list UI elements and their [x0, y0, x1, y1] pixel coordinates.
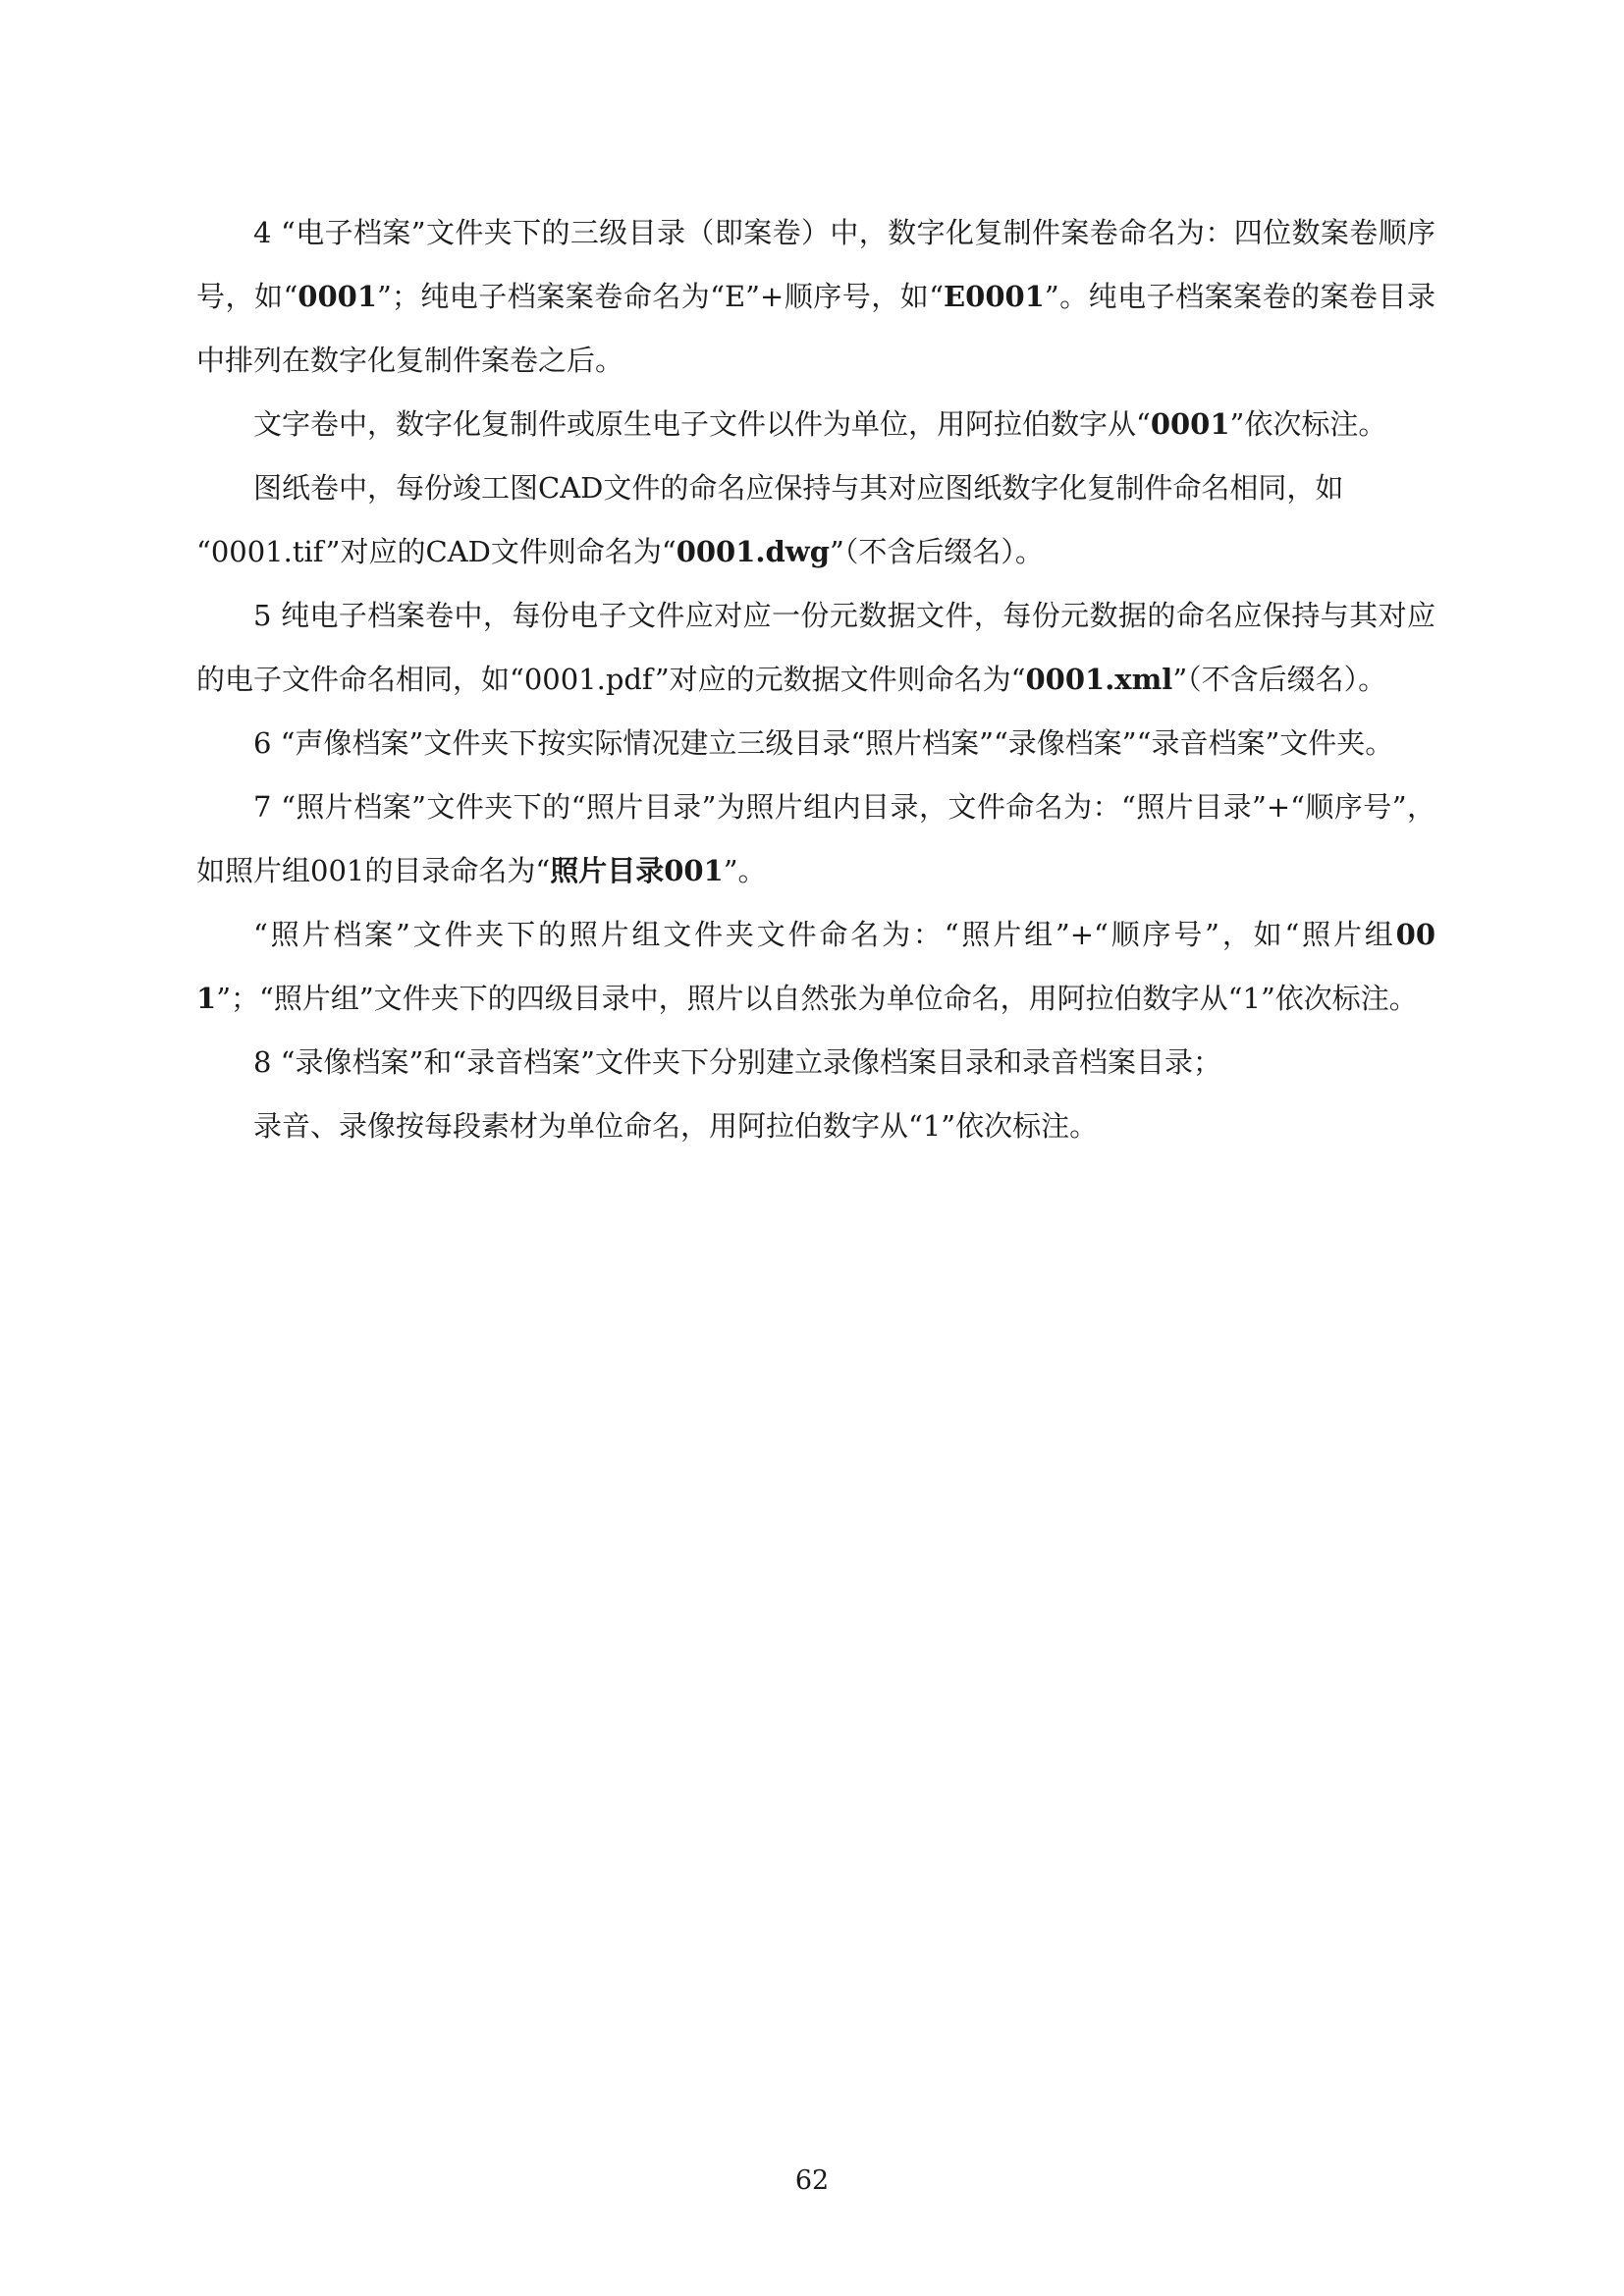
text-run: ”；纯电子档案案卷命名为“E”+顺序号，如“ — [377, 280, 945, 313]
text-run: 7 “照片档案”文件夹下的“照片目录”为照片组内目录，文件命名为：“照片目录”+“顺序号”，如照片组001的目录命名为“ — [196, 790, 1435, 887]
paragraph — [196, 584, 1435, 712]
bold-text-run: 0001.xml — [1025, 663, 1173, 696]
text-run: ”依次标注。 — [1229, 407, 1387, 441]
text-run: 8 “录像档案”和“录音档案”文件夹下分别建立录像档案目录和录音档案目录； — [253, 1045, 1221, 1079]
text-run: 录音、录像按每段素材为单位命名，用阿拉伯数字从“1”依次标注。 — [253, 1109, 1099, 1143]
text-run: 文字卷中，数字化复制件或原生电子文件以件为单位，用阿拉伯数字从“ — [253, 407, 1151, 441]
text-run: ”（不含后缀名）。 — [1172, 663, 1387, 696]
bold-text-run: 001 — [196, 918, 1435, 1015]
paragraph — [196, 201, 1435, 393]
paragraph — [196, 1095, 1435, 1158]
text-run: 图纸卷中，每份竣工图CAD文件的命名应保持与其对应图纸数字化复制件命名相同，如 — [253, 471, 1344, 505]
paragraph — [196, 903, 1435, 1031]
bold-text-run: 0001.dwg — [676, 535, 831, 568]
text-run: ”。 — [723, 854, 767, 887]
text-run: 6 “声像档案”文件夹下按实际情况建立三级目录“照片档案”“录像档案”“录音档案”文件夹。 — [253, 726, 1394, 760]
text-run: 5 纯电子档案卷中，每份电子文件应对应一份元数据文件，每份元数据的命名应保持与其对应的电子文件命名相同，如“0001.pdf”对应的元数据文件则命名为“ — [196, 599, 1435, 696]
paragraph — [196, 456, 1435, 520]
text-run: 4 “电子档案”文件夹下的三级目录（即案卷）中，数字化复制件案卷命名为：四位数案卷顺序号，如“ — [196, 216, 1435, 313]
paragraph — [196, 775, 1435, 903]
text-run: “照片档案”文件夹下的照片组文件夹文件命名为：“照片组”+“顺序号”，如“照片组 — [253, 918, 1396, 951]
paragraph — [196, 1031, 1435, 1095]
bold-text-run: 0001 — [1150, 407, 1230, 441]
page-number: 62 — [794, 2165, 830, 2196]
bold-text-run: 照片目录001 — [550, 854, 724, 887]
bold-text-run: E0001 — [944, 280, 1045, 313]
text-run: ”。纯电子档案案卷的案卷目录中排列在数字化复制件案卷之后。 — [196, 280, 1436, 377]
text-run: ”；“照片组”文件夹下的四级目录中，照片以自然张为单位命名，用阿拉伯数字从“1”依次标注。 — [216, 982, 1418, 1015]
bold-text-run: 0001 — [298, 280, 378, 313]
text-run: “0001.tif”对应的CAD文件则命名为“ — [196, 535, 677, 568]
paragraph — [196, 393, 1435, 456]
text-run: ”（不含后缀名）。 — [830, 535, 1044, 568]
document-body — [196, 201, 1435, 1158]
paragraph — [196, 520, 1435, 584]
paragraph — [196, 712, 1435, 775]
